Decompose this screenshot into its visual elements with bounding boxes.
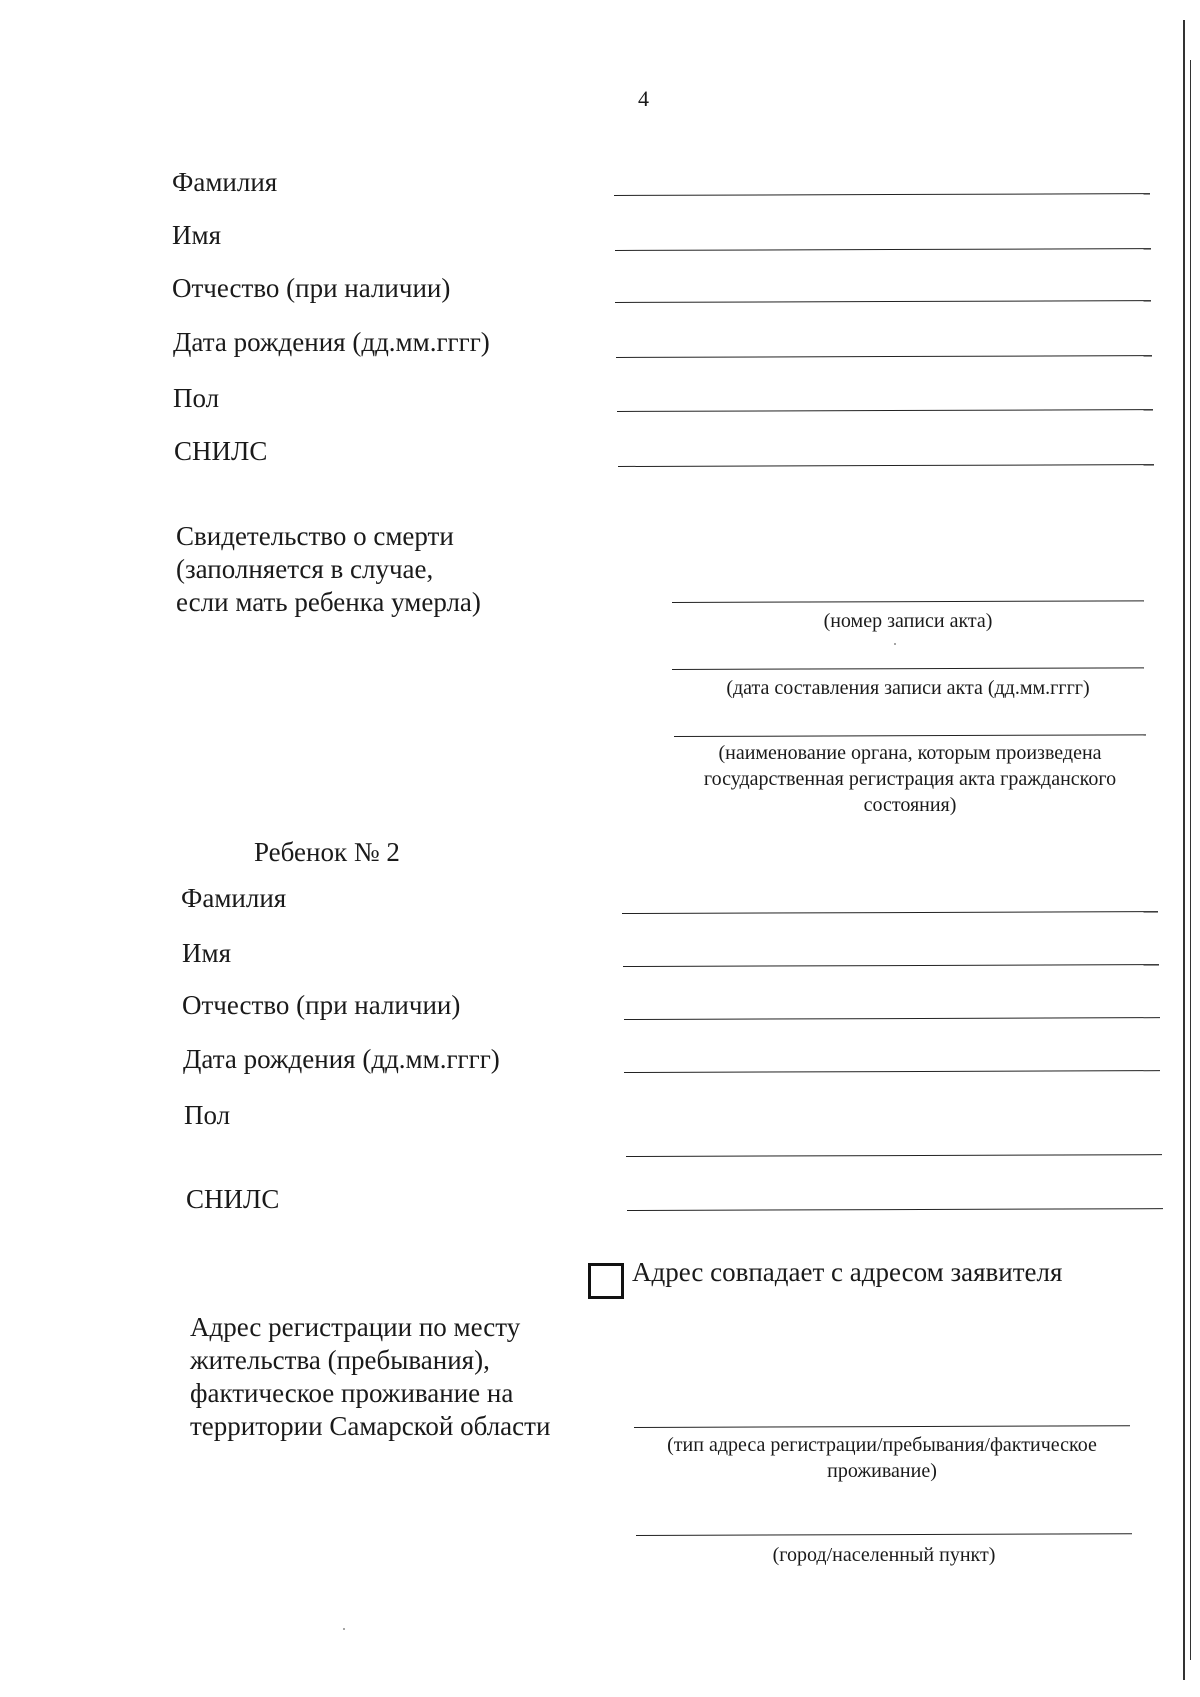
address-label-line4: территории Самарской области	[190, 1411, 551, 1441]
page-edge-line	[1190, 60, 1191, 1660]
child2-snils-field[interactable]	[627, 1208, 1163, 1211]
child2-patronymic-label: Отчество (при наличии)	[182, 990, 461, 1020]
same-address-checkbox[interactable]	[588, 1263, 624, 1299]
address-label-line2: жительства (пребывания),	[190, 1345, 490, 1375]
mother-birthdate-label: Дата рождения (дд.мм.гггг)	[173, 327, 490, 357]
same-address-label: Адрес совпадает с адресом заявителя	[632, 1257, 1063, 1287]
child2-name-label: Имя	[182, 938, 232, 968]
child2-name-field[interactable]	[623, 964, 1159, 967]
death-certificate-label-line3: если мать ребенка умерла)	[176, 587, 481, 617]
death-authority-field[interactable]	[674, 734, 1146, 737]
death-record-date-caption: (дата составления записи акта (дд.мм.гггг)	[726, 677, 1090, 699]
address-city-caption: (город/населенный пункт)	[772, 1544, 996, 1566]
address-type-field[interactable]	[634, 1425, 1130, 1428]
child2-birthdate-field[interactable]	[624, 1070, 1160, 1073]
child2-sex-field[interactable]	[626, 1154, 1162, 1157]
child2-heading: Ребенок № 2	[254, 837, 400, 867]
page-edge-line	[1183, 20, 1185, 1680]
scan-speck	[343, 1628, 345, 1630]
mother-name-label: Имя	[172, 220, 222, 250]
scan-speck	[894, 643, 896, 645]
child2-sex-label: Пол	[184, 1100, 231, 1130]
child2-snils-label: СНИЛС	[186, 1184, 280, 1214]
mother-snils-label: СНИЛС	[174, 436, 268, 466]
mother-sex-field[interactable]	[617, 409, 1153, 412]
mother-surname-label: Фамилия	[172, 167, 278, 197]
child2-birthdate-label: Дата рождения (дд.мм.гггг)	[183, 1044, 500, 1074]
mother-patronymic-label: Отчество (при наличии)	[172, 273, 451, 303]
address-city-field[interactable]	[636, 1533, 1132, 1536]
death-certificate-label-line1: Свидетельство о смерти	[176, 521, 454, 551]
mother-surname-field[interactable]	[614, 193, 1150, 196]
address-label-line1: Адрес регистрации по месту	[190, 1312, 521, 1342]
address-type-caption: (тип адреса регистрации/пребывания/фактическое проживание)	[667, 1434, 1097, 1482]
mother-birthdate-field[interactable]	[616, 355, 1152, 358]
child2-surname-label: Фамилия	[181, 883, 287, 913]
mother-snils-field[interactable]	[618, 464, 1154, 467]
page-number: 4	[638, 86, 649, 111]
death-authority-caption: (наименование органа, которым произведена государственная регистрация акта гражданского состояния)	[703, 742, 1117, 816]
address-label-line3: фактическое проживание на	[190, 1378, 514, 1408]
mother-patronymic-field[interactable]	[615, 300, 1151, 303]
child2-surname-field[interactable]	[622, 911, 1158, 914]
death-record-number-caption: (номер записи акта)	[823, 610, 993, 632]
child2-patronymic-field[interactable]	[624, 1017, 1160, 1020]
mother-name-field[interactable]	[615, 248, 1151, 251]
death-record-date-field[interactable]	[672, 667, 1144, 670]
mother-sex-label: Пол	[173, 383, 220, 413]
death-certificate-label-line2: (заполняется в случае,	[176, 554, 434, 584]
death-record-number-field[interactable]	[672, 600, 1144, 603]
